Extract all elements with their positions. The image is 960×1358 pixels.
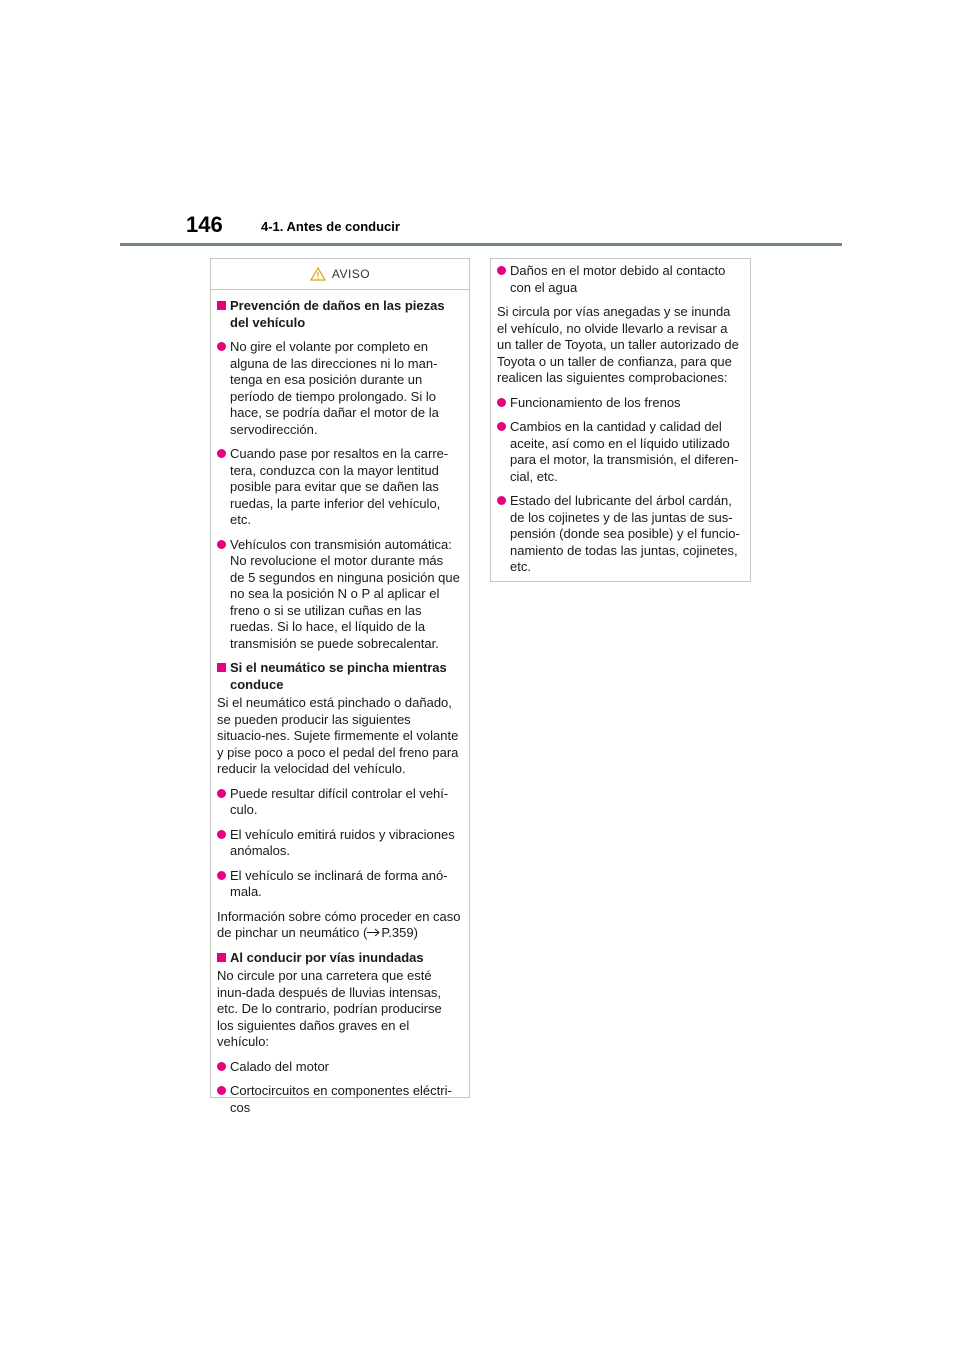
round-bullet-icon	[497, 398, 506, 407]
section-heading: Al conducir por vías inundadas	[217, 950, 461, 967]
square-bullet-icon	[217, 663, 226, 672]
section-title: 4-1. Antes de conducir	[261, 219, 400, 234]
paragraph: Si el neumático está pinchado o dañado, se pueden producir las siguientes situacio-nes. Sujete firmemente el volante y pise poco a poco el pedal del freno para reducir la velocidad del vehículo.	[217, 695, 459, 776]
round-bullet-icon	[217, 830, 226, 839]
round-bullet-icon	[217, 1062, 226, 1071]
right-arrow-icon	[367, 928, 381, 937]
round-bullet-icon	[497, 422, 506, 431]
list-item: Estado del lubricante del árbol cardán, de los cojinetes y de las juntas de sus-pensión (donde sea posible) y el funcio-namiento de todas las juntas, cojinetes, etc.	[497, 493, 742, 576]
round-bullet-icon	[217, 540, 226, 549]
round-bullet-icon	[217, 342, 226, 351]
list-item: Calado del motor	[217, 1059, 461, 1076]
warning-box	[210, 258, 470, 1115]
list-item: Cambios en la cantidad y calidad del aceite, así como en el líquido utilizado para el motor, la transmisión, el diferen-cial, etc.	[497, 419, 742, 485]
list-item: Funcionamiento de los frenos	[497, 395, 742, 412]
section-heading: Si el neumático se pincha mientras conduce	[217, 660, 461, 693]
square-bullet-icon	[217, 301, 226, 310]
list-item: Daños en el motor debido al contacto con el agua	[497, 263, 742, 296]
page-number: 146	[186, 212, 223, 237]
square-bullet-icon	[217, 953, 226, 962]
warning-label: AVISO	[331, 266, 371, 281]
list-item: Vehículos con transmisión automática: No revolucione el motor durante más de 5 segundos en ninguna posición que no sea la posición N o P al aplicar el freno o si se utilizan cuñas en las ruedas. Si lo hace, el líquido de la transmisión se puede sobrecalentar.	[217, 537, 461, 653]
warning-box-continued	[490, 258, 751, 582]
header-rule	[120, 243, 842, 246]
round-bullet-icon	[217, 789, 226, 798]
paragraph: Si circula por vías anegadas y se inunda el vehículo, no olvide llevarlo a revisar a un taller de Toyota, un taller autorizado de Toyota o un taller de confianza, para que realicen las siguientes comprobaciones:	[497, 304, 739, 385]
page-reference-link[interactable]: P.359	[367, 925, 413, 940]
round-bullet-icon	[217, 871, 226, 880]
list-item: El vehículo se inclinará de forma anó-mala.	[217, 868, 461, 901]
list-item: Cuando pase por resaltos en la carre-tera, conduzca con la mayor lentitud posible para evitar que se dañen las ruedas, la parte inferior del vehículo, etc.	[217, 446, 461, 529]
list-item: El vehículo emitirá ruidos y vibraciones anómalos.	[217, 827, 461, 860]
section-heading: Prevención de daños en las piezas del vehículo	[217, 298, 461, 331]
round-bullet-icon	[217, 449, 226, 458]
warning-header	[211, 259, 469, 290]
round-bullet-icon	[497, 496, 506, 505]
warning-triangle-icon	[310, 267, 326, 281]
paragraph: Información sobre cómo proceder en caso de pinchar un neumático ( P.359)	[217, 908, 461, 940]
round-bullet-icon	[497, 266, 506, 275]
paragraph: No circule por una carretera que esté inun-dada después de lluvias intensas, etc. De lo contrario, podrían producirse los siguientes daños graves en el vehículo:	[217, 968, 442, 1049]
list-item: Puede resultar difícil controlar el vehí-culo.	[217, 786, 461, 819]
list-item: Cortocircuitos en componentes eléctri-cos	[217, 1083, 461, 1116]
list-item: No gire el volante por completo en alguna de las direcciones ni lo man-tenga en esa posición durante un período de tiempo prolongado. Si lo hace, se podría dañar el motor de la servodirección.	[217, 339, 461, 438]
round-bullet-icon	[217, 1086, 226, 1095]
